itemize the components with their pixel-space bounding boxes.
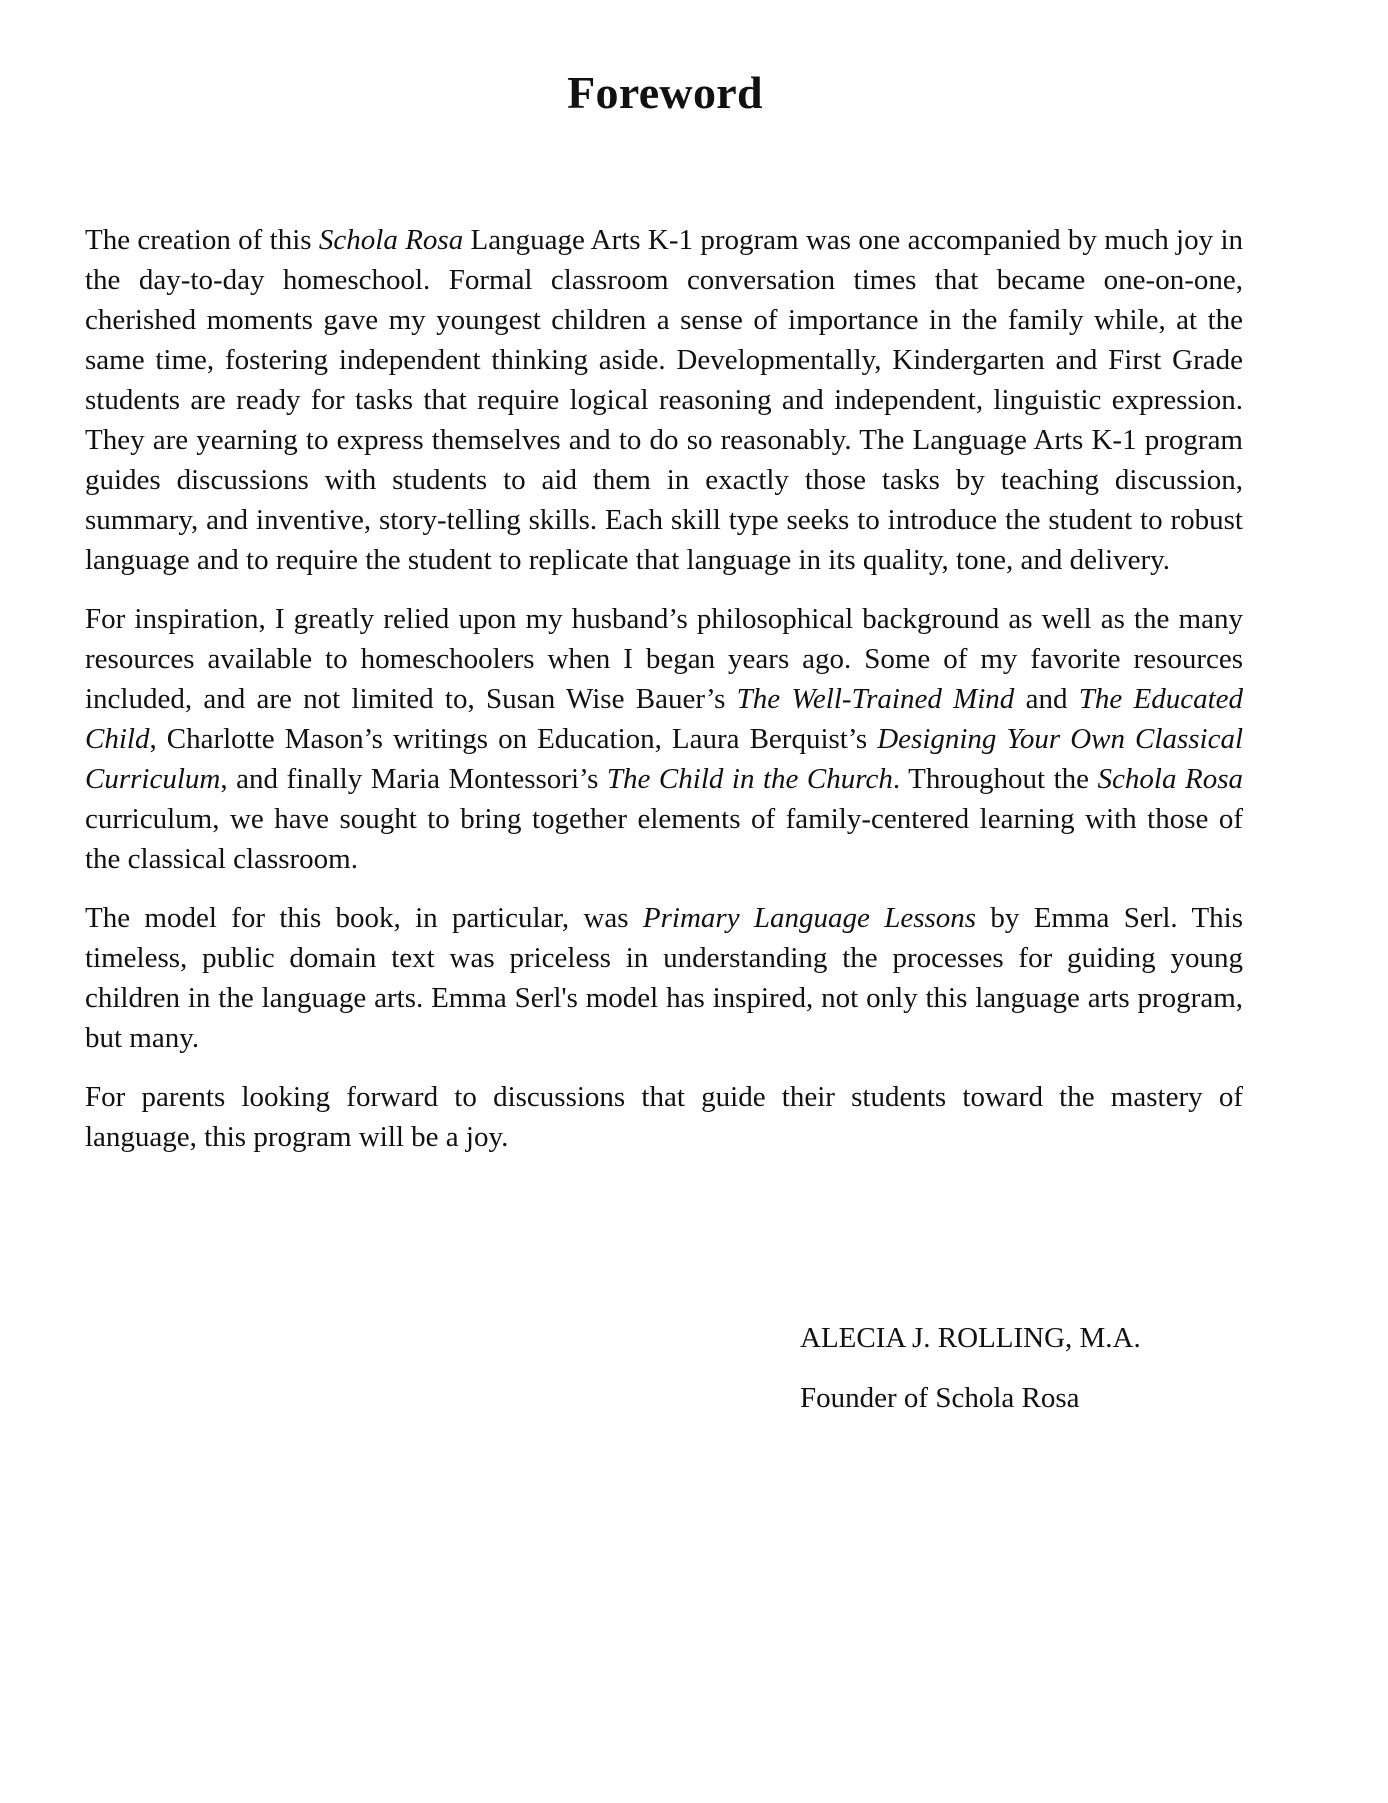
text-run: , Charlotte Mason’s writings on Education, Laura Berquist’s (149, 723, 878, 755)
page-title: Foreword (567, 67, 763, 118)
text-run: . Throughout the (892, 763, 1098, 795)
paragraph (85, 1077, 1243, 1157)
foreword-body (85, 220, 1243, 1176)
italic-title: Schola Rosa (1097, 763, 1243, 795)
signature-block (800, 1318, 1141, 1418)
italic-title: The Educated Child (85, 683, 1244, 755)
italic-title: The Well-Trained Mind (736, 683, 1015, 715)
italic-title: Schola Rosa (318, 224, 464, 256)
text-run: Language Arts K-1 program was one accompanied by much joy in the day-to-day homeschool. Formal classroom conversation times that became one-on-one, cherished moments gave my youngest children a sense of importance in the family while, at the same time, fostering independent thinking aside. Developmentally, Kindergarten and First Grade students are ready for tasks that require logical reasoning and independent, linguistic expression. They are yearning to express themselves and to do so reasonably. The Language Arts K-1 program guides discussions with students to aid them in exactly those tasks by teaching discussion, summary, and inventive, story-telling skills. Each skill type seeks to introduce the student to robust language and to require the student to replicate that language in its quality, tone, and delivery. (85, 224, 1243, 576)
paragraph (85, 220, 1243, 580)
italic-title: Primary Language Lessons (642, 902, 977, 934)
text-run: For inspiration, I greatly relied upon my husband’s philosophical background as well as the many resources available to homeschoolers when I began years ago. Some of my favorite resources included, and are not limited to, Susan Wise Bauer’s (85, 603, 1243, 715)
text-run: by Emma Serl. This timeless, public domain text was priceless in understanding the processes for guiding young children in the language arts. Emma Serl's model has inspired, not only this language arts program, but many. (85, 902, 1244, 1054)
text-run: The model for this book, in particular, was (85, 902, 643, 934)
text-run: and (1014, 683, 1079, 715)
text-run: For parents looking forward to discussions that guide their students toward the mastery of language, this program will be a joy. (85, 1081, 1243, 1153)
paragraph (85, 599, 1243, 879)
text-run: The creation of this (85, 224, 319, 256)
text-run: curriculum, we have sought to bring together elements of family-centered learning with those of the classical classroom. (85, 803, 1243, 875)
italic-title: The Child in the Church (606, 763, 893, 795)
text-run: , and finally Maria Montessori’s (220, 763, 607, 795)
author-role: Founder of Schola Rosa (800, 1382, 1080, 1414)
author-name: ALECIA J. ROLLING, M.A. (800, 1322, 1141, 1354)
paragraph (85, 898, 1243, 1058)
italic-title: Designing Your Own Classical Curriculum (85, 723, 1243, 795)
